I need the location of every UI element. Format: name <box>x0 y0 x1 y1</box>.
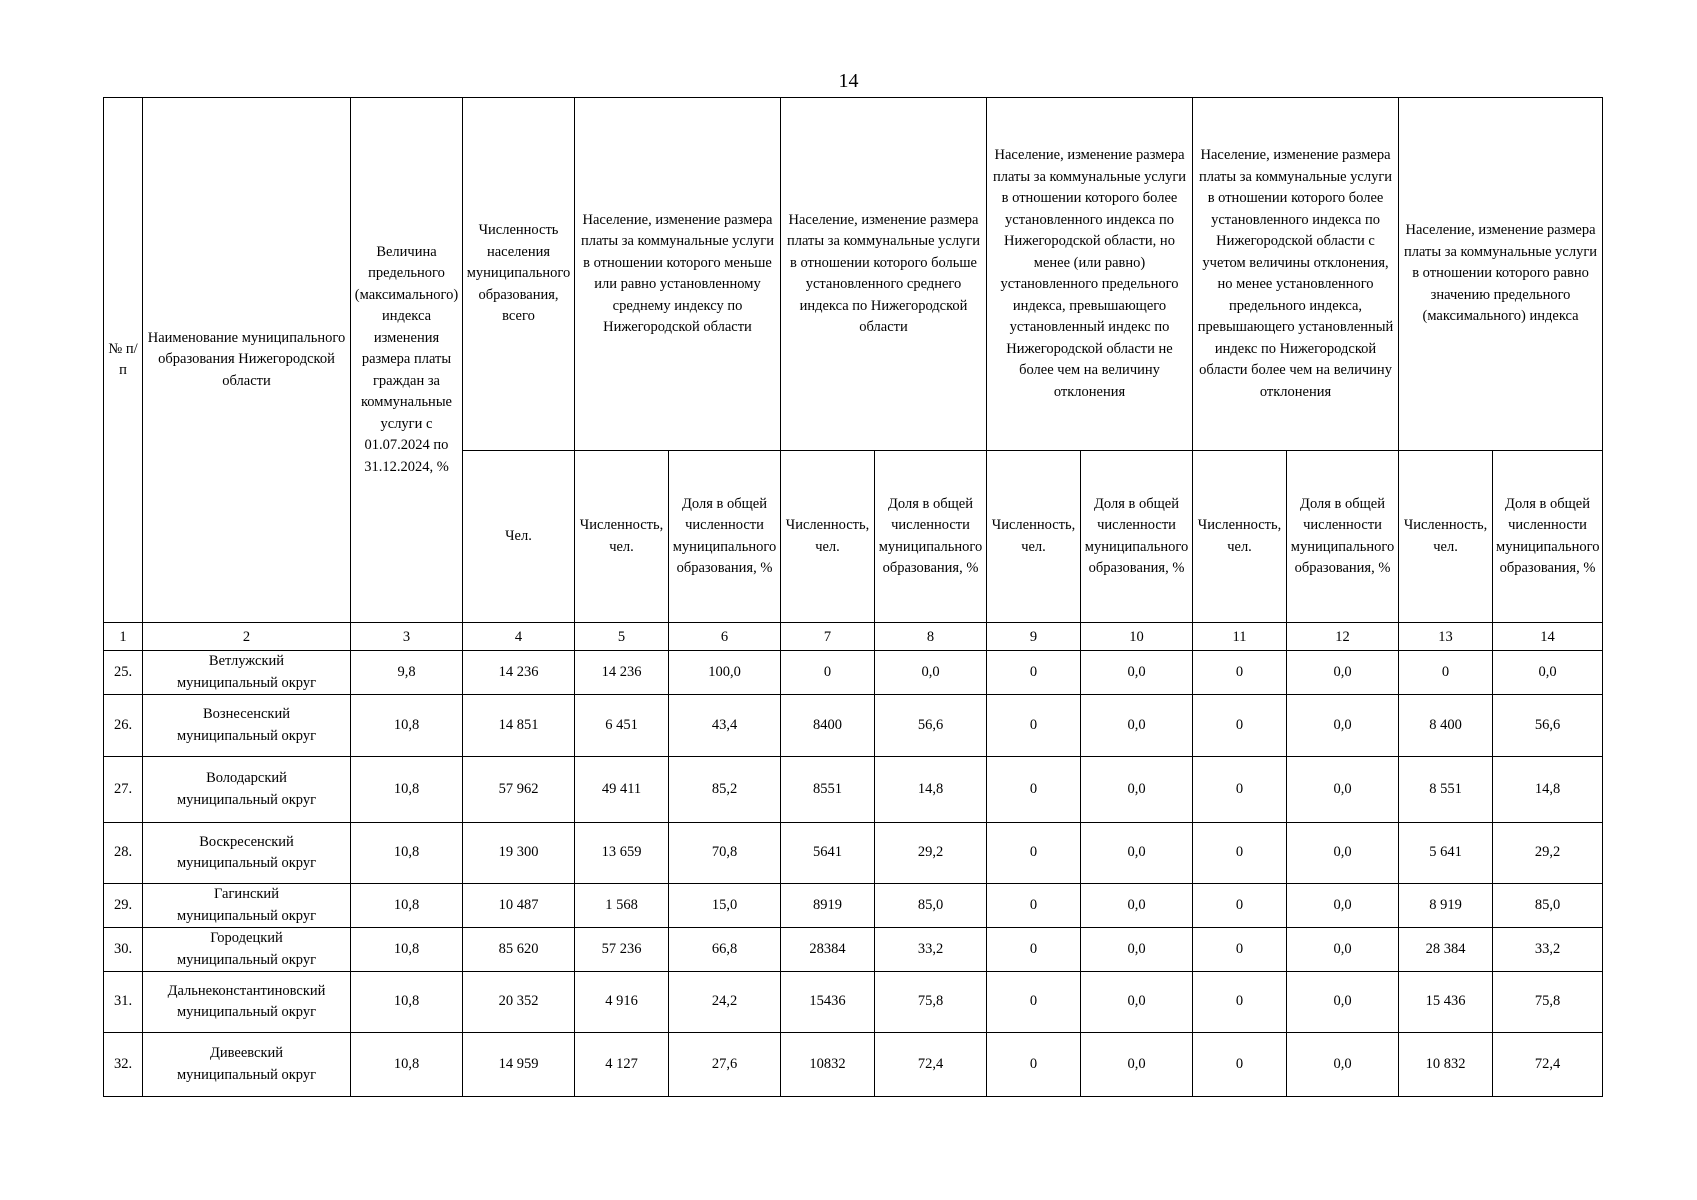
name-line-1: Гагинский <box>214 886 279 902</box>
column-number: 13 <box>1399 623 1493 651</box>
share-cell: 66,8 <box>669 928 781 972</box>
header-group-below-average: Население, изменение размера платы за коммунальные услуги в отношении которого меньше или равно установленному среднему индексу по Нижегородской области <box>575 98 781 451</box>
count-cell: 8400 <box>781 695 875 757</box>
max-index-cell: 10,8 <box>351 757 463 823</box>
population-total-cell: 14 236 <box>463 651 575 695</box>
header-sub-share: Доля в общей численности муниципального образования, % <box>875 451 987 623</box>
municipality-name <box>143 757 351 823</box>
share-cell: 27,6 <box>669 1033 781 1097</box>
name-line-1: Володарский <box>206 770 287 786</box>
share-cell: 0,0 <box>1287 928 1399 972</box>
count-cell: 5 641 <box>1399 823 1493 884</box>
count-cell: 0 <box>1193 928 1287 972</box>
max-index-cell: 10,8 <box>351 823 463 884</box>
municipality-name <box>143 928 351 972</box>
count-cell: 0 <box>781 651 875 695</box>
header-row-number: № п/п <box>104 98 143 623</box>
count-cell: 28384 <box>781 928 875 972</box>
count-cell: 0 <box>1193 823 1287 884</box>
column-number: 9 <box>987 623 1081 651</box>
table-body <box>104 623 1603 1097</box>
header-population-total: Численность населения муниципального образования, всего <box>463 98 575 451</box>
share-cell: 33,2 <box>875 928 987 972</box>
municipality-name <box>143 823 351 884</box>
count-cell: 14 236 <box>575 651 669 695</box>
table-row <box>104 928 1603 972</box>
name-line-1: Вознесенский <box>202 706 290 722</box>
table-header <box>104 98 1603 623</box>
header-sub-people: Чел. <box>463 451 575 623</box>
row-number: 28. <box>104 823 143 884</box>
max-index-cell: 10,8 <box>351 1033 463 1097</box>
share-cell: 0,0 <box>1081 651 1193 695</box>
share-cell: 0,0 <box>1287 884 1399 928</box>
column-number: 1 <box>104 623 143 651</box>
header-group-equal-max: Население, изменение размера платы за коммунальные услуги в отношении которого равно значению предельного (максимального) индекса <box>1399 98 1603 451</box>
column-number: 14 <box>1493 623 1603 651</box>
row-number: 29. <box>104 884 143 928</box>
count-cell: 49 411 <box>575 757 669 823</box>
header-sub-share: Доля в общей численности муниципального образования, % <box>1493 451 1603 623</box>
count-cell: 15 436 <box>1399 972 1493 1033</box>
column-number: 11 <box>1193 623 1287 651</box>
share-cell: 0,0 <box>1287 651 1399 695</box>
header-group-within-deviation: Население, изменение размера платы за коммунальные услуги в отношении которого более установленного индекса по Нижегородской области, но менее (или равно) установленного предельного индекса, превышающего установленный индекс по Нижегородской области не более чем на величину отклонения <box>987 98 1193 451</box>
count-cell: 8 551 <box>1399 757 1493 823</box>
share-cell: 75,8 <box>1493 972 1603 1033</box>
table-row <box>104 884 1603 928</box>
share-cell: 14,8 <box>1493 757 1603 823</box>
name-line-2: муниципальный округ <box>176 674 317 691</box>
max-index-cell: 10,8 <box>351 884 463 928</box>
share-cell: 72,4 <box>1493 1033 1603 1097</box>
count-cell: 0 <box>1193 757 1287 823</box>
population-total-cell: 85 620 <box>463 928 575 972</box>
table-row <box>104 651 1603 695</box>
share-cell: 29,2 <box>1493 823 1603 884</box>
share-cell: 75,8 <box>875 972 987 1033</box>
share-cell: 29,2 <box>875 823 987 884</box>
row-number: 27. <box>104 757 143 823</box>
municipality-name <box>143 1033 351 1097</box>
max-index-cell: 10,8 <box>351 928 463 972</box>
count-cell: 0 <box>1193 1033 1287 1097</box>
count-cell: 10832 <box>781 1033 875 1097</box>
row-number: 26. <box>104 695 143 757</box>
count-cell: 0 <box>987 823 1081 884</box>
name-line-2: муниципальный округ <box>176 1004 317 1020</box>
name-line-2: муниципальный округ <box>176 1066 317 1083</box>
population-total-cell: 14 959 <box>463 1033 575 1097</box>
column-number: 12 <box>1287 623 1399 651</box>
header-max-index: Величина предельного (максимального) индекса изменения размера платы граждан за коммунальные услуги с 01.07.2024 по 31.12.2024, % <box>351 98 463 623</box>
max-index-cell: 10,8 <box>351 972 463 1033</box>
header-group-above-average: Население, изменение размера платы за коммунальные услуги в отношении которого больше установленного среднего индекса по Нижегородской области <box>781 98 987 451</box>
count-cell: 0 <box>1193 884 1287 928</box>
header-sub-count: Численность, чел. <box>575 451 669 623</box>
population-total-cell: 14 851 <box>463 695 575 757</box>
share-cell: 56,6 <box>875 695 987 757</box>
share-cell: 0,0 <box>1287 695 1399 757</box>
count-cell: 0 <box>987 651 1081 695</box>
count-cell: 8 400 <box>1399 695 1493 757</box>
column-number: 3 <box>351 623 463 651</box>
share-cell: 100,0 <box>669 651 781 695</box>
count-cell: 0 <box>987 884 1081 928</box>
municipality-name <box>143 884 351 928</box>
population-total-cell: 19 300 <box>463 823 575 884</box>
population-total-cell: 20 352 <box>463 972 575 1033</box>
count-cell: 0 <box>1193 695 1287 757</box>
column-number: 2 <box>143 623 351 651</box>
header-sub-share: Доля в общей численности муниципального образования, % <box>1081 451 1193 623</box>
count-cell: 0 <box>987 695 1081 757</box>
share-cell: 0,0 <box>1081 972 1193 1033</box>
count-cell: 0 <box>1193 972 1287 1033</box>
header-sub-share: Доля в общей численности муниципального образования, % <box>1287 451 1399 623</box>
header-sub-share: Доля в общей численности муниципального образования, % <box>669 451 781 623</box>
name-line-1: Дальнеконстантиновский <box>167 982 326 999</box>
share-cell: 0,0 <box>1287 1033 1399 1097</box>
table-row <box>104 823 1603 884</box>
column-number: 5 <box>575 623 669 651</box>
count-cell: 57 236 <box>575 928 669 972</box>
count-cell: 0 <box>987 928 1081 972</box>
column-number: 6 <box>669 623 781 651</box>
share-cell: 0,0 <box>1493 651 1603 695</box>
count-cell: 0 <box>1399 651 1493 695</box>
population-total-cell: 10 487 <box>463 884 575 928</box>
share-cell: 0,0 <box>1287 757 1399 823</box>
share-cell: 70,8 <box>669 823 781 884</box>
share-cell: 0,0 <box>875 651 987 695</box>
share-cell: 85,2 <box>669 757 781 823</box>
municipality-name <box>143 972 351 1033</box>
count-cell: 8919 <box>781 884 875 928</box>
count-cell: 0 <box>987 1033 1081 1097</box>
column-number: 8 <box>875 623 987 651</box>
column-number-row <box>104 623 1603 651</box>
count-cell: 8 919 <box>1399 884 1493 928</box>
municipality-name <box>143 695 351 757</box>
column-number: 10 <box>1081 623 1193 651</box>
share-cell: 24,2 <box>669 972 781 1033</box>
name-line-1: Городецкий <box>210 930 283 946</box>
municipality-name <box>143 651 351 695</box>
share-cell: 0,0 <box>1081 928 1193 972</box>
share-cell: 0,0 <box>1081 823 1193 884</box>
share-cell: 33,2 <box>1493 928 1603 972</box>
count-cell: 5641 <box>781 823 875 884</box>
count-cell: 1 568 <box>575 884 669 928</box>
table-row <box>104 972 1603 1033</box>
table-row <box>104 695 1603 757</box>
name-line-2: муниципальный округ <box>176 791 317 808</box>
share-cell: 0,0 <box>1081 1033 1193 1097</box>
column-number: 7 <box>781 623 875 651</box>
population-total-cell: 57 962 <box>463 757 575 823</box>
header-sub-count: Численность, чел. <box>781 451 875 623</box>
count-cell: 13 659 <box>575 823 669 884</box>
column-number: 4 <box>463 623 575 651</box>
table-row <box>104 757 1603 823</box>
name-line-1: Дивеевский <box>209 1045 284 1061</box>
name-line-2: муниципальный округ <box>176 855 317 871</box>
share-cell: 0,0 <box>1287 823 1399 884</box>
share-cell: 15,0 <box>669 884 781 928</box>
name-line-1: Ветлужский <box>208 653 285 669</box>
name-line-2: муниципальный округ <box>176 907 317 924</box>
count-cell: 6 451 <box>575 695 669 757</box>
count-cell: 10 832 <box>1399 1033 1493 1097</box>
count-cell: 15436 <box>781 972 875 1033</box>
data-table <box>103 97 1603 1097</box>
table-row <box>104 1033 1603 1097</box>
row-number: 25. <box>104 651 143 695</box>
row-number: 31. <box>104 972 143 1033</box>
name-line-1: Воскресенский <box>199 833 294 850</box>
count-cell: 0 <box>987 972 1081 1033</box>
share-cell: 0,0 <box>1081 757 1193 823</box>
page-number: 14 <box>838 70 859 92</box>
count-cell: 4 127 <box>575 1033 669 1097</box>
count-cell: 0 <box>1193 651 1287 695</box>
max-index-cell: 9,8 <box>351 651 463 695</box>
header-sub-count: Численность, чел. <box>1193 451 1287 623</box>
share-cell: 43,4 <box>669 695 781 757</box>
name-line-2: муниципальный округ <box>176 727 317 744</box>
row-number: 30. <box>104 928 143 972</box>
header-municipality-name: Наименование муниципального образования Нижегородской области <box>143 98 351 623</box>
header-sub-count: Численность, чел. <box>1399 451 1493 623</box>
count-cell: 4 916 <box>575 972 669 1033</box>
header-sub-count: Численность, чел. <box>987 451 1081 623</box>
share-cell: 0,0 <box>1081 695 1193 757</box>
count-cell: 0 <box>987 757 1081 823</box>
count-cell: 28 384 <box>1399 928 1493 972</box>
row-number: 32. <box>104 1033 143 1097</box>
count-cell: 8551 <box>781 757 875 823</box>
share-cell: 14,8 <box>875 757 987 823</box>
share-cell: 0,0 <box>1081 884 1193 928</box>
share-cell: 56,6 <box>1493 695 1603 757</box>
name-line-2: муниципальный округ <box>176 951 317 968</box>
share-cell: 85,0 <box>1493 884 1603 928</box>
share-cell: 85,0 <box>875 884 987 928</box>
max-index-cell: 10,8 <box>351 695 463 757</box>
share-cell: 0,0 <box>1287 972 1399 1033</box>
header-group-beyond-deviation: Население, изменение размера платы за коммунальные услуги в отношении которого более установленного индекса по Нижегородской области с учетом величины отклонения, но менее установленного предельного индекса, превышающего установленный индекс по Нижегородской области более чем на величину отклонения <box>1193 98 1399 451</box>
share-cell: 72,4 <box>875 1033 987 1097</box>
